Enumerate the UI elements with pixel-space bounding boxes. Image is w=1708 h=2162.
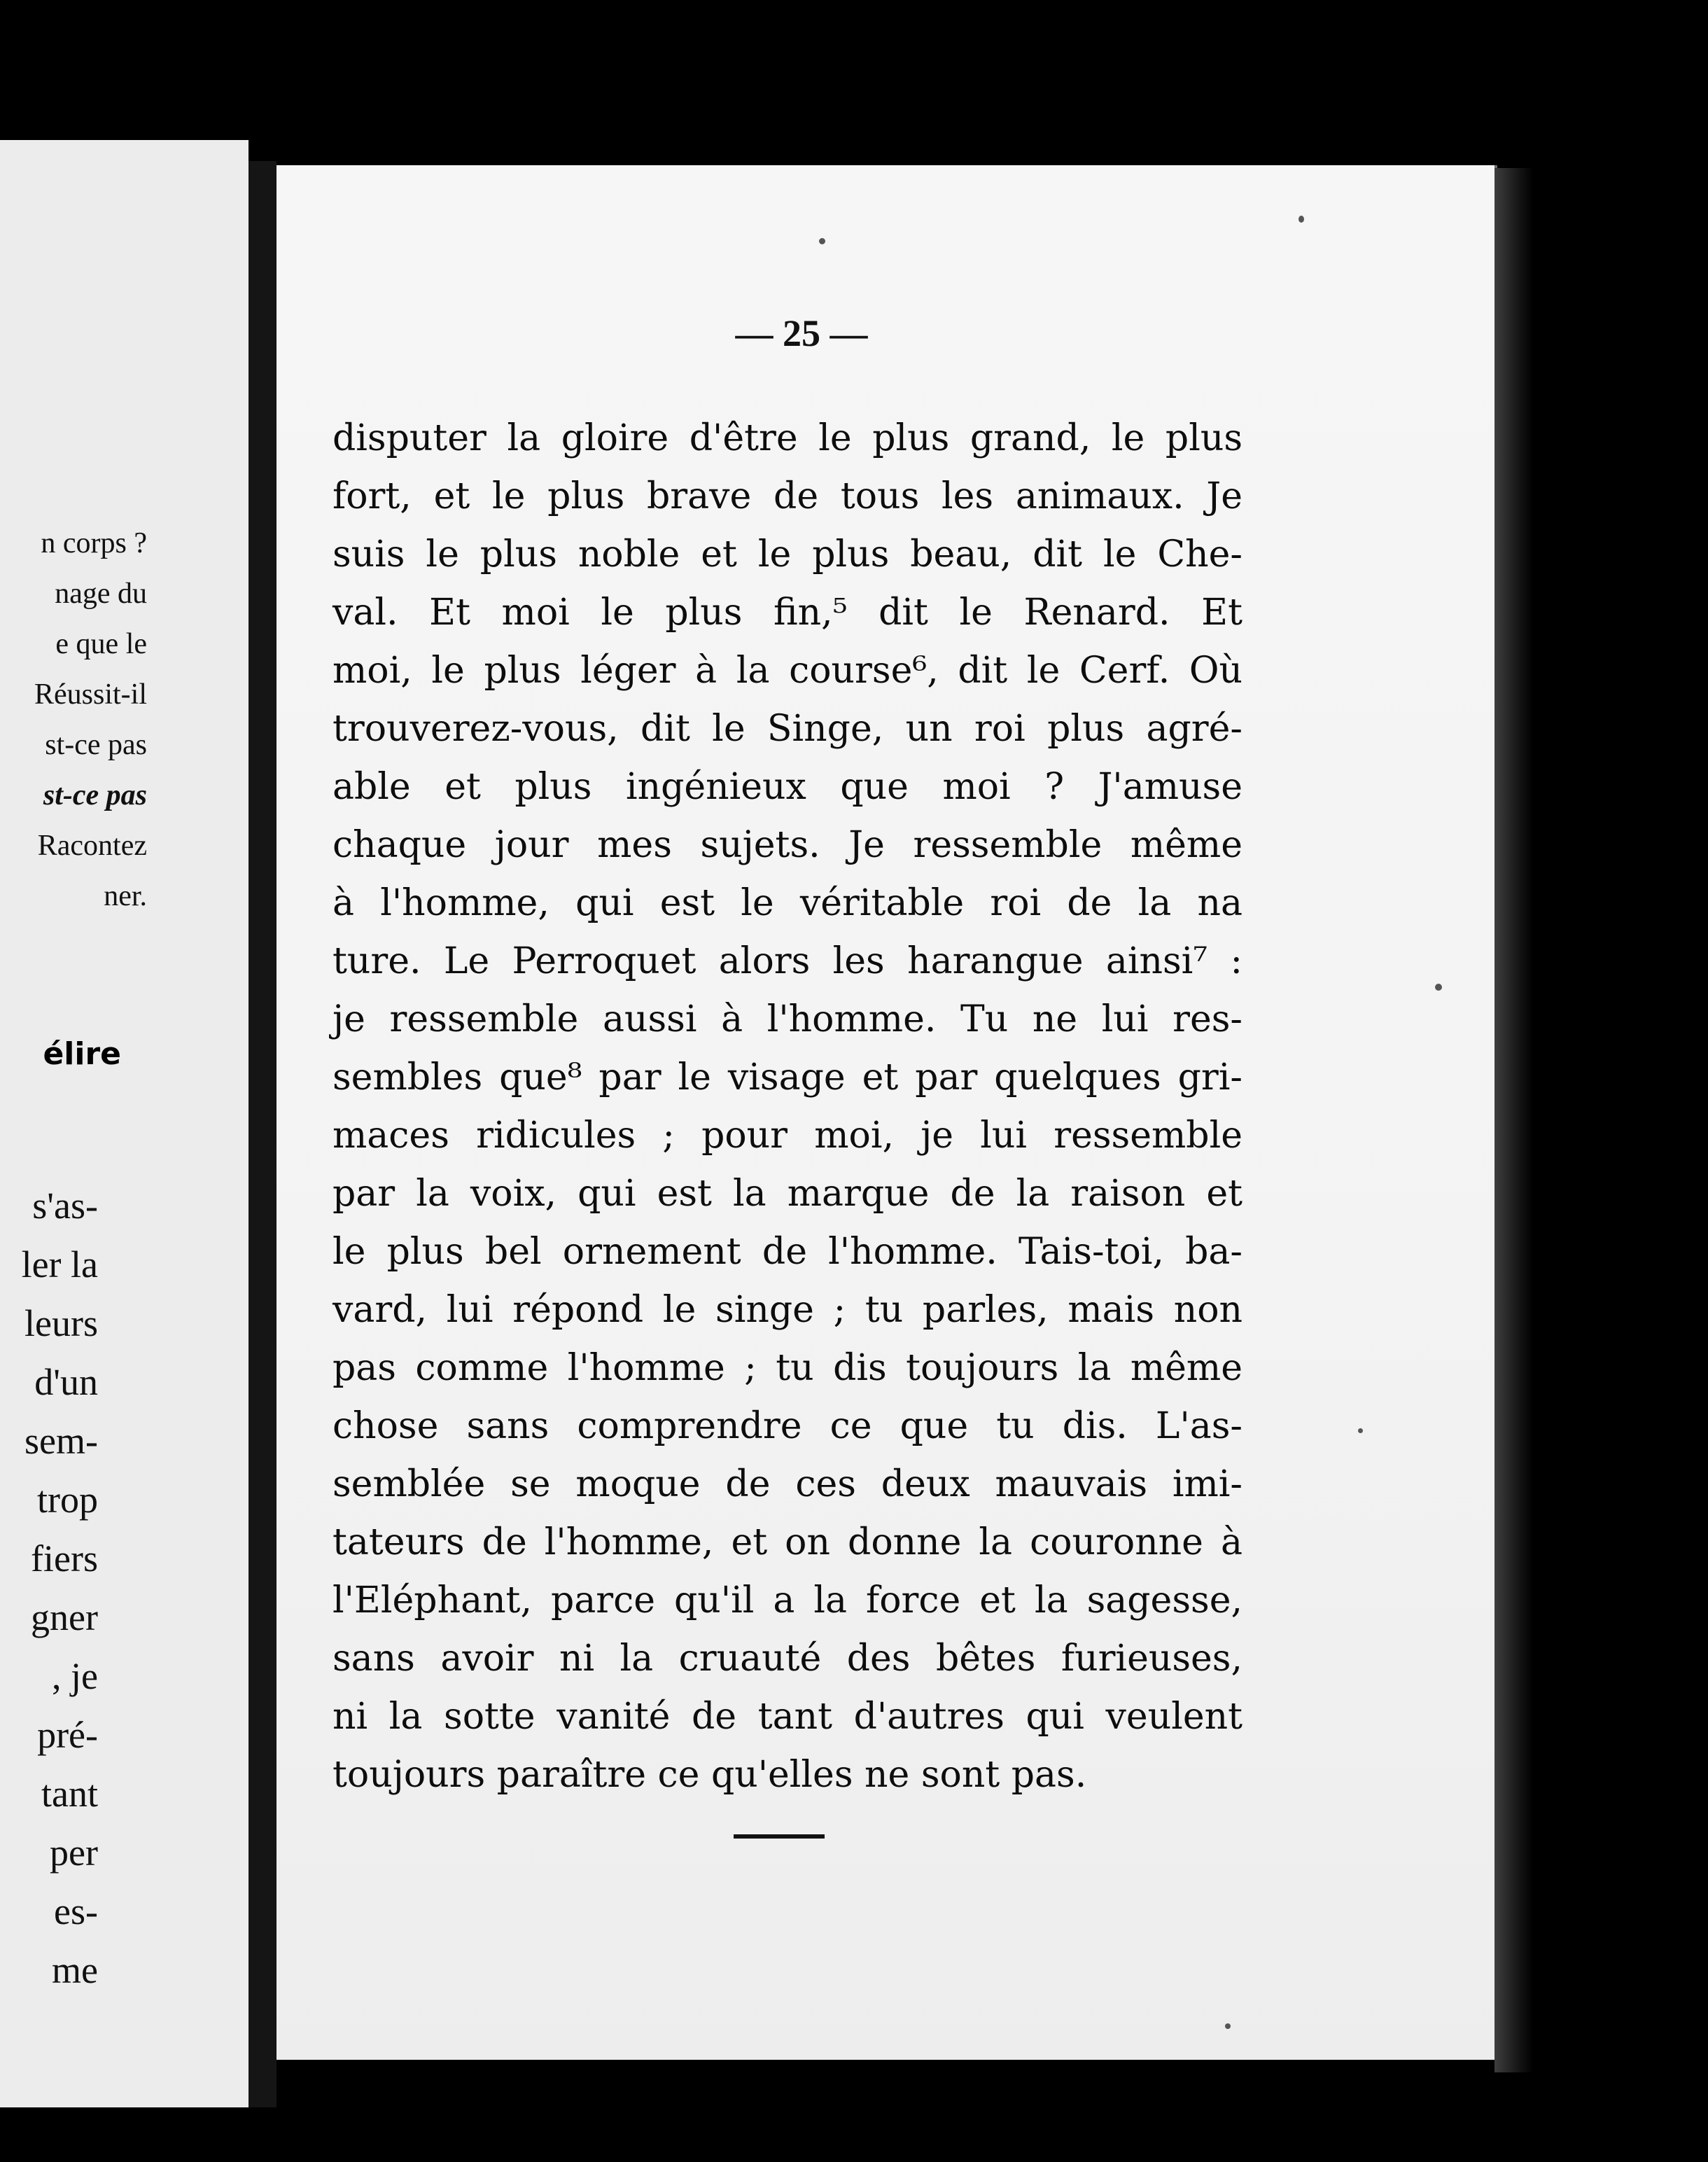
page-number: — 25 — xyxy=(735,312,868,354)
left-text-line: pré- xyxy=(37,1714,98,1756)
end-of-text-rule xyxy=(734,1834,825,1839)
left-text-line: ler la xyxy=(21,1243,98,1285)
page-edge-shadow xyxy=(1494,168,1533,2072)
body-line: je ressemble aussi à l'homme. Tu ne lui res- xyxy=(332,998,1242,1040)
left-text-line: tant xyxy=(41,1773,98,1815)
left-text-line: s'as- xyxy=(32,1185,98,1227)
body-line: sembles que⁸ par le visage et par quelques gri- xyxy=(332,1056,1242,1099)
book-gutter-shadow xyxy=(248,161,276,2107)
left-text-line: n corps ? xyxy=(41,527,147,559)
dust-speck xyxy=(1225,2023,1231,2029)
page-body-text xyxy=(332,410,1242,1804)
left-text-line: ner. xyxy=(104,880,147,912)
left-text-line: e que le xyxy=(55,628,147,660)
body-line: chose sans comprendre ce que tu dis. L'as- xyxy=(332,1405,1242,1447)
body-line: maces ridicules ; pour moi, je lui ressemble xyxy=(332,1115,1242,1157)
body-line: par la voix, qui est la marque de la raison et xyxy=(332,1173,1242,1215)
body-line: moi, le plus léger à la course⁶, dit le Cerf. Où xyxy=(332,650,1242,692)
left-text-line: per xyxy=(50,1832,98,1874)
body-line: à l'homme, qui est le véritable roi de la na xyxy=(332,882,1242,924)
left-text-line: Réussit-il xyxy=(34,678,147,711)
left-text-line: , je xyxy=(52,1655,98,1697)
body-line: tateurs de l'homme, et on donne la couronne à xyxy=(332,1521,1242,1563)
body-line: chaque jour mes sujets. Je ressemble même xyxy=(332,824,1242,866)
left-text-line: gner xyxy=(31,1596,98,1638)
body-line: sans avoir ni la cruauté des bêtes furieuses, xyxy=(332,1638,1242,1680)
body-line: l'Eléphant, parce qu'il a la force et la sagesse, xyxy=(332,1579,1242,1622)
body-line: suis le plus noble et le plus beau, dit le Che- xyxy=(332,533,1242,576)
dust-speck xyxy=(819,238,825,244)
left-text-line: trop xyxy=(37,1479,98,1521)
body-line: ni la sotte vanité de tant d'autres qui veulent xyxy=(332,1696,1242,1738)
dust-speck xyxy=(1298,216,1304,223)
dust-speck xyxy=(1435,984,1442,991)
left-text-line: d'un xyxy=(34,1361,98,1403)
left-text-line: me xyxy=(52,1949,98,1991)
left-text-line: leurs xyxy=(24,1302,98,1344)
left-facing-page xyxy=(0,140,248,2107)
body-line: semblée se moque de ces deux mauvais imi- xyxy=(332,1463,1242,1505)
left-text-line: fiers xyxy=(31,1537,98,1579)
body-line: able et plus ingénieux que moi ? J'amuse xyxy=(332,766,1242,808)
body-line: trouverez-vous, dit le Singe, un roi plus agré- xyxy=(332,708,1242,750)
left-text-line: st-ce pas xyxy=(45,729,147,761)
dust-speck xyxy=(1358,1428,1363,1433)
body-line: disputer la gloire d'être le plus grand, le plus xyxy=(332,417,1242,459)
left-text-line: Racontez xyxy=(37,830,147,862)
left-text-line: es- xyxy=(54,1890,98,1932)
body-line: le plus bel ornement de l'homme. Tais-toi, ba- xyxy=(332,1231,1242,1273)
body-line: pas comme l'homme ; tu dis toujours la même xyxy=(332,1347,1242,1389)
left-text-line: st-ce pas xyxy=(43,779,147,811)
body-line: vard, lui répond le singe ; tu parles, mais non xyxy=(332,1289,1242,1331)
left-section-heading: élire xyxy=(43,1036,121,1072)
left-text-line: nage du xyxy=(55,578,147,610)
body-line: val. Et moi le plus fin,⁵ dit le Renard. Et xyxy=(332,592,1242,634)
body-line: fort, et le plus brave de tous les animaux. Je xyxy=(332,475,1242,517)
body-line: toujours paraître ce qu'elles ne sont pas. xyxy=(332,1754,1087,1796)
body-line: ture. Le Perroquet alors les harangue ainsi⁷ : xyxy=(332,940,1242,982)
left-text-line: sem- xyxy=(24,1420,98,1462)
